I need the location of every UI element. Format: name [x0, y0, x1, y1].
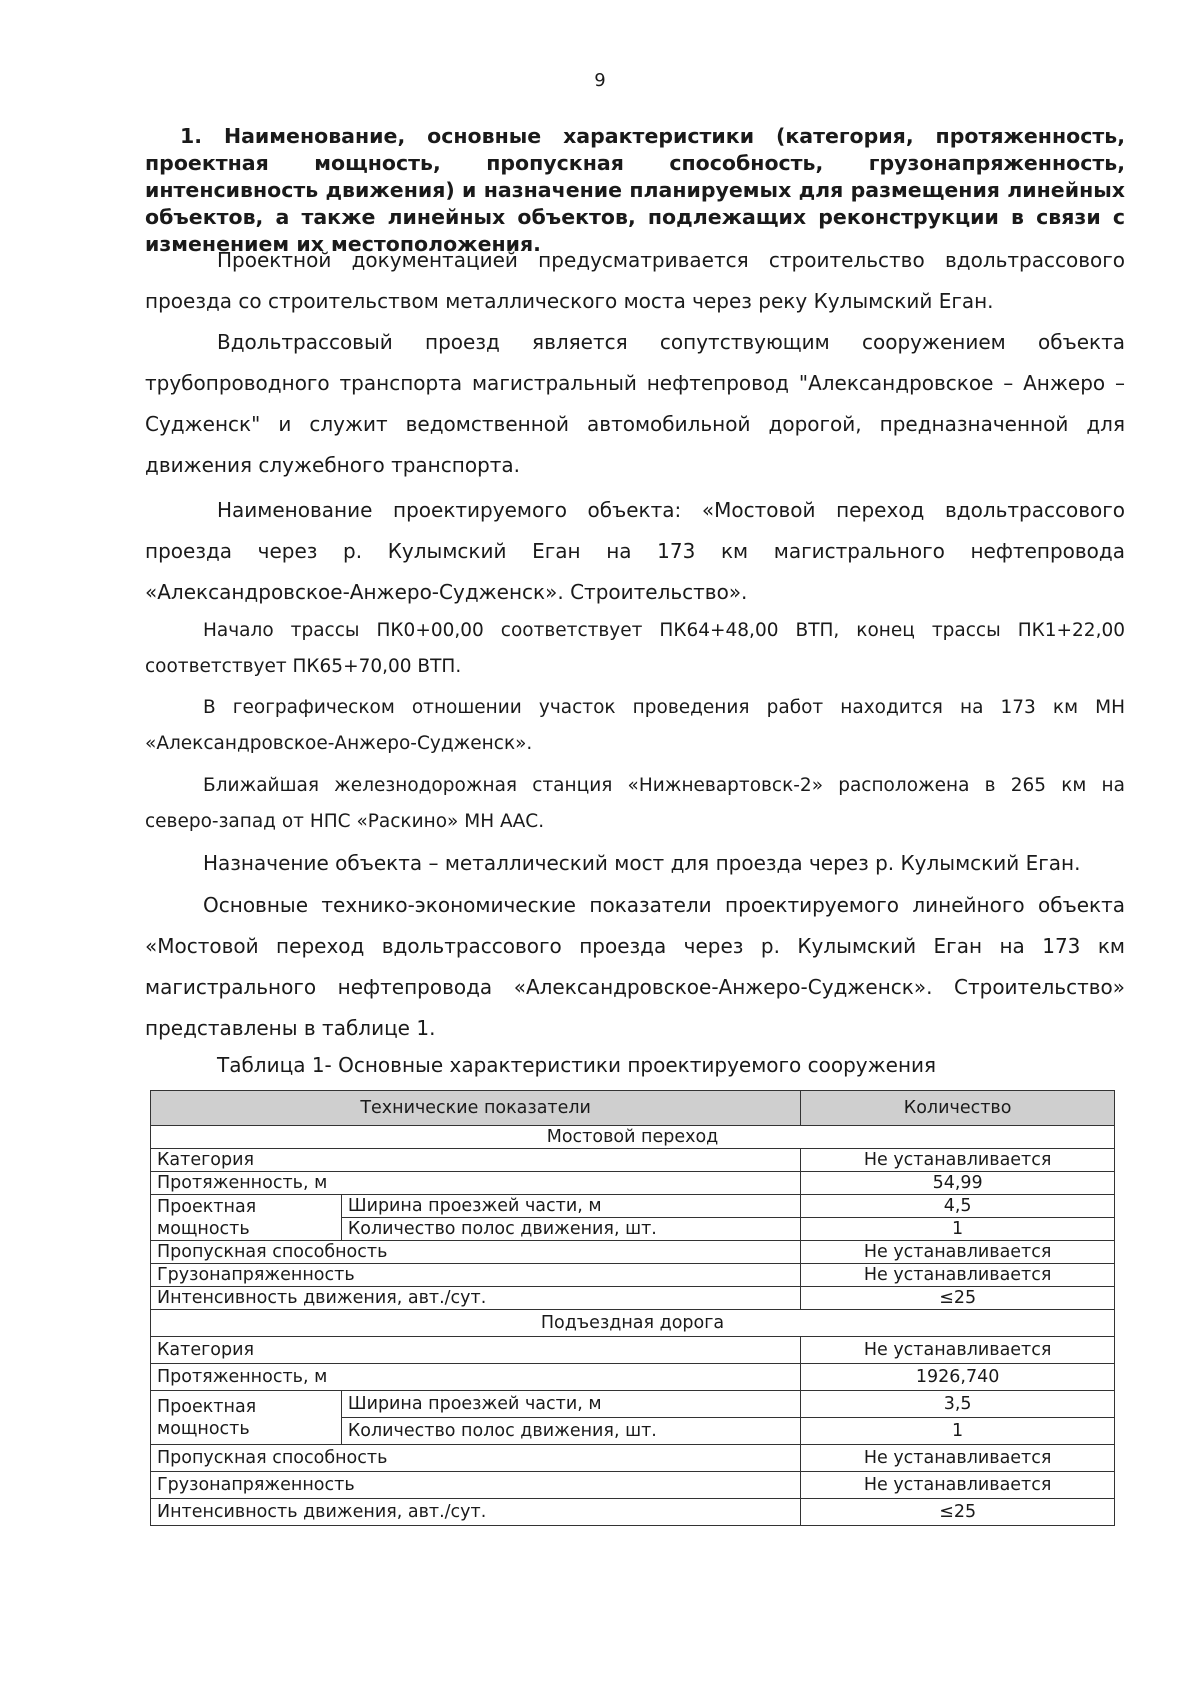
table-row: [151, 1499, 1115, 1526]
row-label: Категория: [151, 1337, 801, 1364]
row-value: Не устанавливается: [801, 1241, 1115, 1264]
row-value: Не устанавливается: [801, 1149, 1115, 1172]
section-row: [151, 1126, 1115, 1149]
row-value: ≤25: [801, 1287, 1115, 1310]
row-value: 1: [801, 1218, 1115, 1241]
table-row: [151, 1172, 1115, 1195]
paragraph-route-start-end: Начало трассы ПК0+00,00 соответствует ПК64+48,00 ВТП, конец трассы ПК1+22,00 соответствует ПК65+70,00 ВТП.: [145, 620, 1125, 677]
row-sublabel: Количество полос движения, шт.: [341, 1218, 800, 1241]
header-indicators: Технические показатели: [151, 1091, 801, 1126]
table-row: [151, 1264, 1115, 1287]
paragraph-geography: В географическом отношении участок проведения работ находится на 173 км МН «Александровское-Анжеро-Судженск».: [145, 697, 1125, 754]
table-row: [151, 1287, 1115, 1310]
table-row: [151, 1337, 1115, 1364]
paragraph-tech-indicators: Основные технико-экономические показатели проектируемого линейного объекта «Мостовой переход вдольтрассового проезда через р. Кулымский Еган на 173 км магистрального нефтепровода «Александровское-Анжеро-Судженск». Строительство» представлены в таблице 1.: [145, 893, 1125, 1040]
row-label: Проектная мощность: [151, 1195, 342, 1241]
paragraph-railway-station: Ближайшая железнодорожная станция «Нижневартовск-2» расположена в 265 км на северо-запад от НПС «Раскино» МН ААС.: [145, 775, 1125, 832]
table-row: [151, 1445, 1115, 1472]
row-value: 1926,740: [801, 1364, 1115, 1391]
table-row: [151, 1364, 1115, 1391]
paragraph-project-docs: Проектной документацией предусматривается строительство вдольтрассового проезда со строительством металлического моста через реку Кулымский Еган.: [145, 248, 1125, 313]
table-row: [151, 1149, 1115, 1172]
table-header-row: [151, 1091, 1115, 1126]
row-label: Проектная мощность: [151, 1391, 342, 1445]
section-title-bridge: Мостовой переход: [151, 1126, 1115, 1149]
spec-table: [150, 1090, 1115, 1526]
header-quantity: Количество: [801, 1091, 1115, 1126]
table-caption: Таблица 1- Основные характеристики проектируемого сооружения: [217, 1053, 937, 1077]
paragraph-object-name: Наименование проектируемого объекта: «Мостовой переход вдольтрассового проезда через р. Кулымский Еган на 173 км магистрального нефтепровода «Александровское-Анжеро-Судженск». Строительство».: [145, 498, 1125, 604]
row-value: 3,5: [801, 1391, 1115, 1418]
row-label: Протяженность, м: [151, 1364, 801, 1391]
row-label: Интенсивность движения, авт./сут.: [151, 1499, 801, 1526]
table-row: [151, 1195, 1115, 1218]
page-number: 9: [594, 70, 606, 91]
row-label: Категория: [151, 1149, 801, 1172]
row-value: 54,99: [801, 1172, 1115, 1195]
row-sublabel: Ширина проезжей части, м: [341, 1195, 800, 1218]
table-row: [151, 1391, 1115, 1418]
row-label: Пропускная способность: [151, 1241, 801, 1264]
row-value: Не устанавливается: [801, 1337, 1115, 1364]
section-row: [151, 1310, 1115, 1337]
row-sublabel: Количество полос движения, шт.: [341, 1418, 800, 1445]
paragraph-passage-description: Вдольтрассовый проезд является сопутствующим сооружением объекта трубопроводного транспорта магистральный нефтепровод "Александровское – Анжеро – Судженск" и служит ведомственной автомобильной дорогой, предназначенной для движения служебного транспорта.: [145, 330, 1125, 477]
row-label: Грузонапряженность: [151, 1264, 801, 1287]
section-heading: [145, 123, 1125, 258]
row-value: 4,5: [801, 1195, 1115, 1218]
row-value: ≤25: [801, 1499, 1115, 1526]
row-label: Протяженность, м: [151, 1172, 801, 1195]
row-label: Грузонапряженность: [151, 1472, 801, 1499]
table-row: [151, 1241, 1115, 1264]
row-label: Интенсивность движения, авт./сут.: [151, 1287, 801, 1310]
table-row: [151, 1472, 1115, 1499]
row-value: Не устанавливается: [801, 1264, 1115, 1287]
section-heading-text: 1. Наименование, основные характеристики (категория, протяженность, проектная мощность, пропускная способность, грузонапряженность, интенсивность движения) и назначение планируемых для размещения линейных объектов, а также линейных объектов, подлежащих реконструкции в связи с изменением их местоположения.: [145, 124, 1125, 256]
row-value: Не устанавливается: [801, 1472, 1115, 1499]
paragraph-object-purpose: Назначение объекта – металлический мост для проезда через р. Кулымский Еган.: [203, 851, 1081, 875]
row-value: Не устанавливается: [801, 1445, 1115, 1472]
row-value: 1: [801, 1418, 1115, 1445]
row-label: Пропускная способность: [151, 1445, 801, 1472]
row-sublabel: Ширина проезжей части, м: [341, 1391, 800, 1418]
section-title-road: Подъездная дорога: [151, 1310, 1115, 1337]
